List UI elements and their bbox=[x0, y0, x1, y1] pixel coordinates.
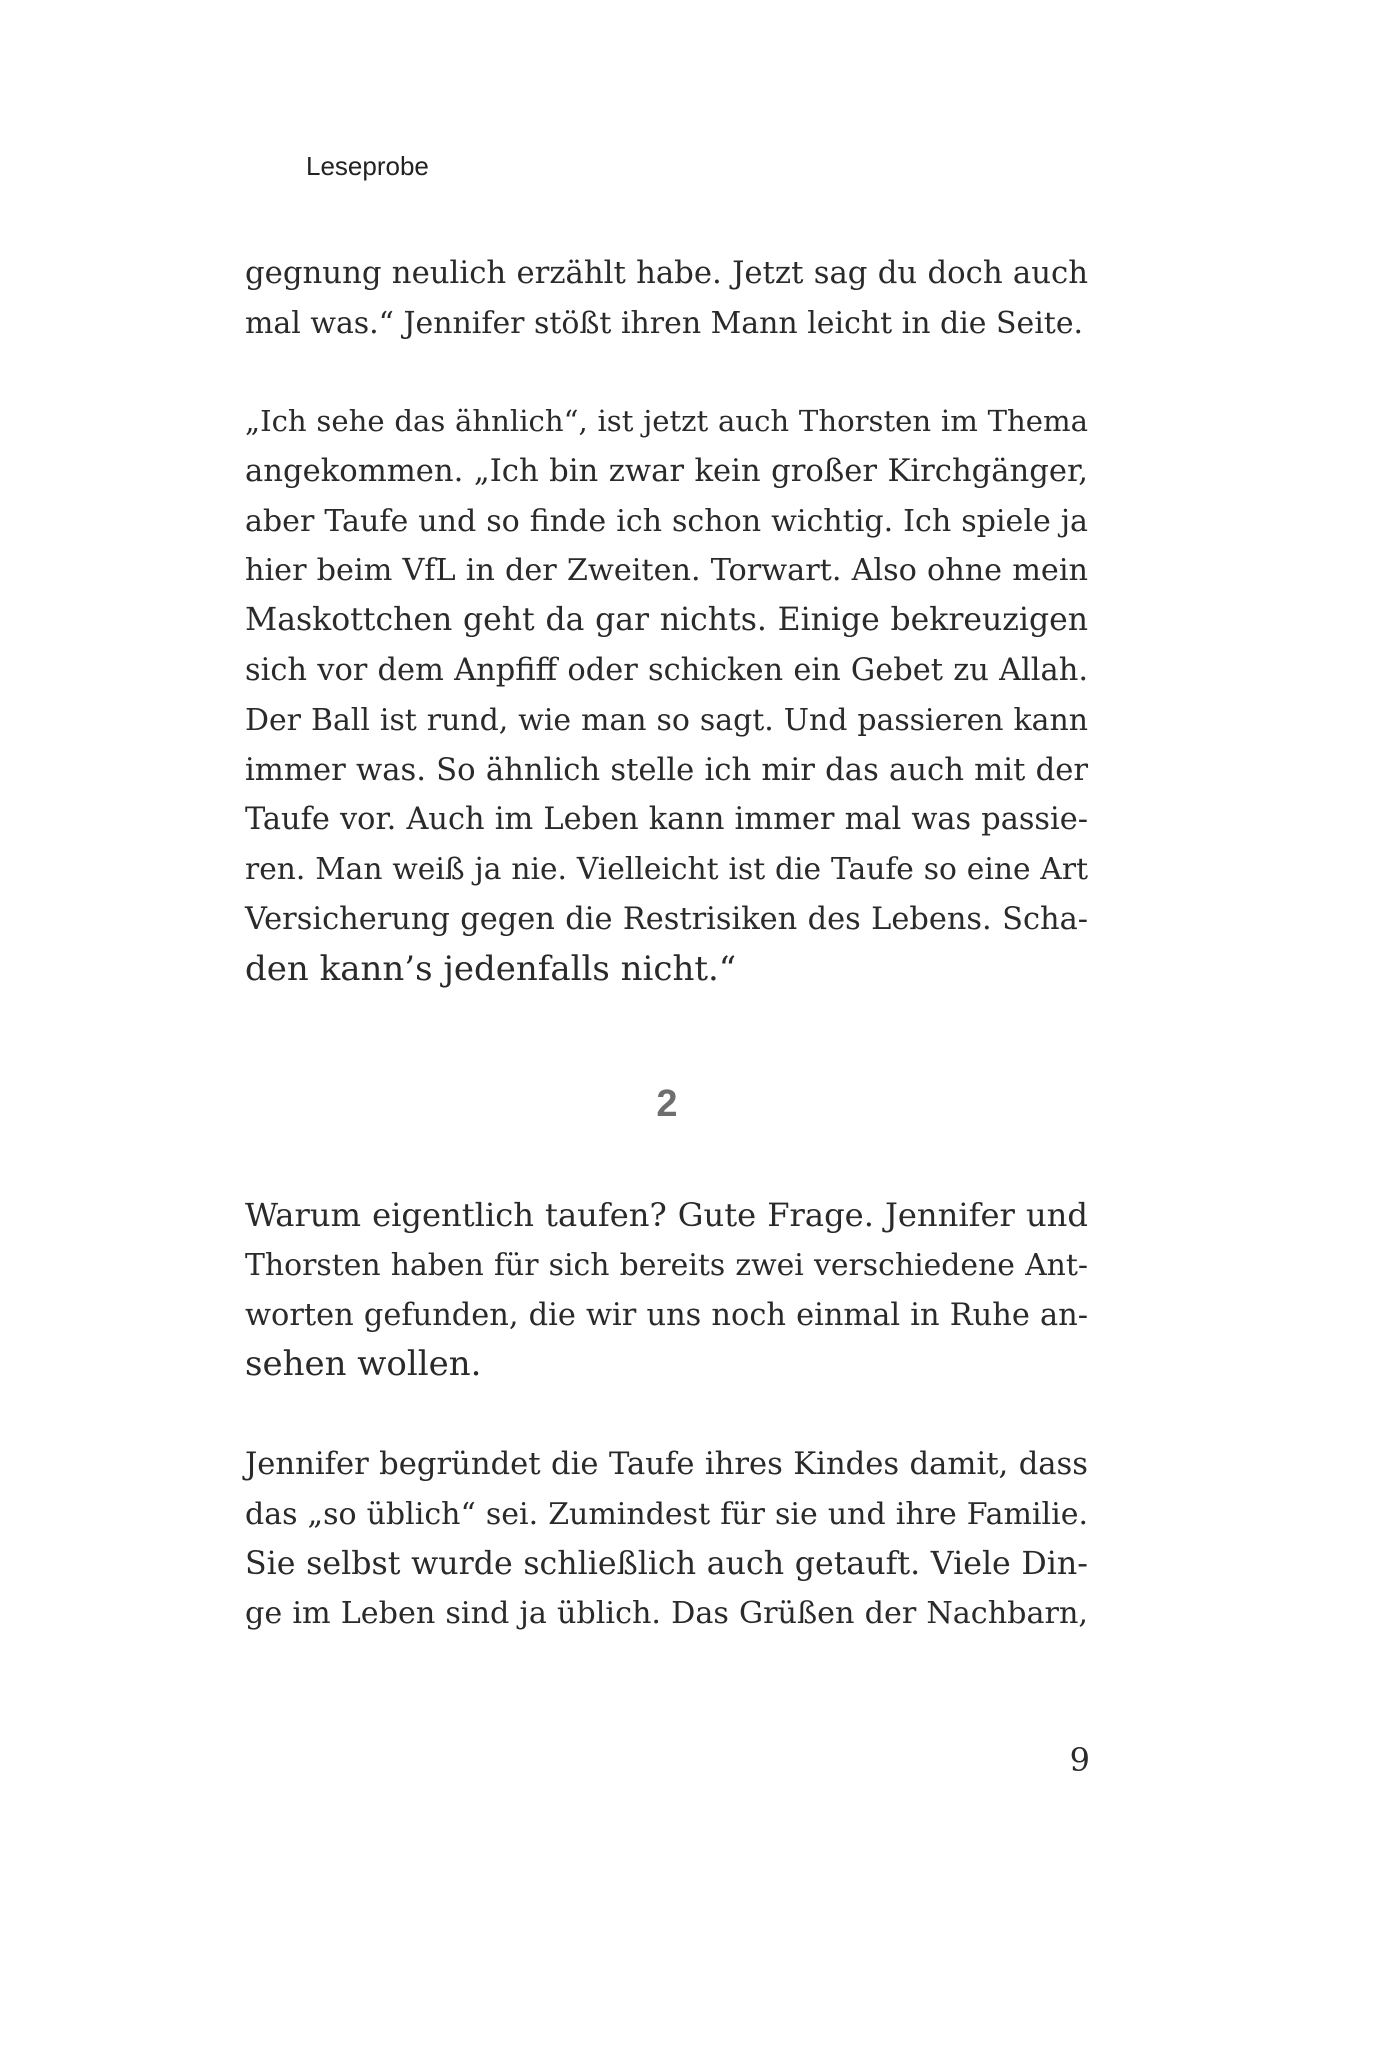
paragraph-1 bbox=[245, 249, 1088, 349]
text-line: Der Ball ist rund, wie man so sagt. Und passieren kann bbox=[245, 702, 1088, 738]
text-line: hier beim VfL in der Zweiten. Torwart. Also ohne mein bbox=[245, 553, 1088, 589]
paragraph-2 bbox=[245, 397, 1088, 995]
text-line: ren. Man weiß ja nie. Vielleicht ist die Taufe so eine Art bbox=[245, 852, 1088, 888]
paragraph-4 bbox=[245, 1440, 1088, 1639]
text-line: aber Taufe und so finde ich schon wichtig. Ich spiele ja bbox=[245, 503, 1088, 539]
text-line: Maskottchen geht da gar nichts. Einige bekreuzigen bbox=[245, 602, 1088, 639]
text-line: angekommen. „Ich bin zwar kein großer Kirchgänger, bbox=[245, 453, 1088, 489]
text-line: das „so üblich“ sei. Zumindest für sie und ihre Familie. bbox=[245, 1496, 1088, 1532]
text-line: sehen wollen. bbox=[245, 1344, 482, 1385]
text-line: gegnung neulich erzählt habe. Jetzt sag du doch auch bbox=[245, 255, 1088, 291]
text-line: Sie selbst wurde schließlich auch getauft. Viele Din- bbox=[245, 1545, 1088, 1582]
text-line: Warum eigentlich taufen? Gute Frage. Jennifer und bbox=[245, 1196, 1088, 1234]
text-line: sich vor dem Anpfiff oder schicken ein Gebet zu Allah. bbox=[245, 652, 1088, 688]
text-line: „Ich sehe das ähnlich“, ist jetzt auch Thorsten im Thema bbox=[245, 404, 1088, 438]
text-line: den kann’s jedenfalls nicht.“ bbox=[245, 948, 737, 989]
text-line: mal was.“ Jennifer stößt ihren Mann leicht in die Seite. bbox=[245, 305, 1084, 341]
text-line: immer was. So ähnlich stelle ich mir das auch mit der bbox=[245, 752, 1088, 788]
running-header: Leseprobe bbox=[306, 151, 429, 181]
text-line: Thorsten haben für sich bereits zwei verschiedene Ant- bbox=[245, 1247, 1088, 1283]
chapter-number: 2 bbox=[656, 1083, 678, 1125]
text-line: ge im Leben sind ja üblich. Das Grüßen der Nachbarn, bbox=[245, 1596, 1088, 1632]
text-line: Taufe vor. Auch im Leben kann immer mal was passie- bbox=[245, 802, 1088, 838]
text-line: worten gefunden, die wir uns noch einmal in Ruhe an- bbox=[245, 1297, 1088, 1333]
text-line: Versicherung gegen die Restrisiken des Lebens. Scha- bbox=[245, 901, 1088, 937]
text-line: Jennifer begründet die Taufe ihres Kindes damit, dass bbox=[245, 1447, 1088, 1482]
page-number: 9 bbox=[1069, 1741, 1090, 1779]
paragraph-3 bbox=[245, 1191, 1088, 1390]
